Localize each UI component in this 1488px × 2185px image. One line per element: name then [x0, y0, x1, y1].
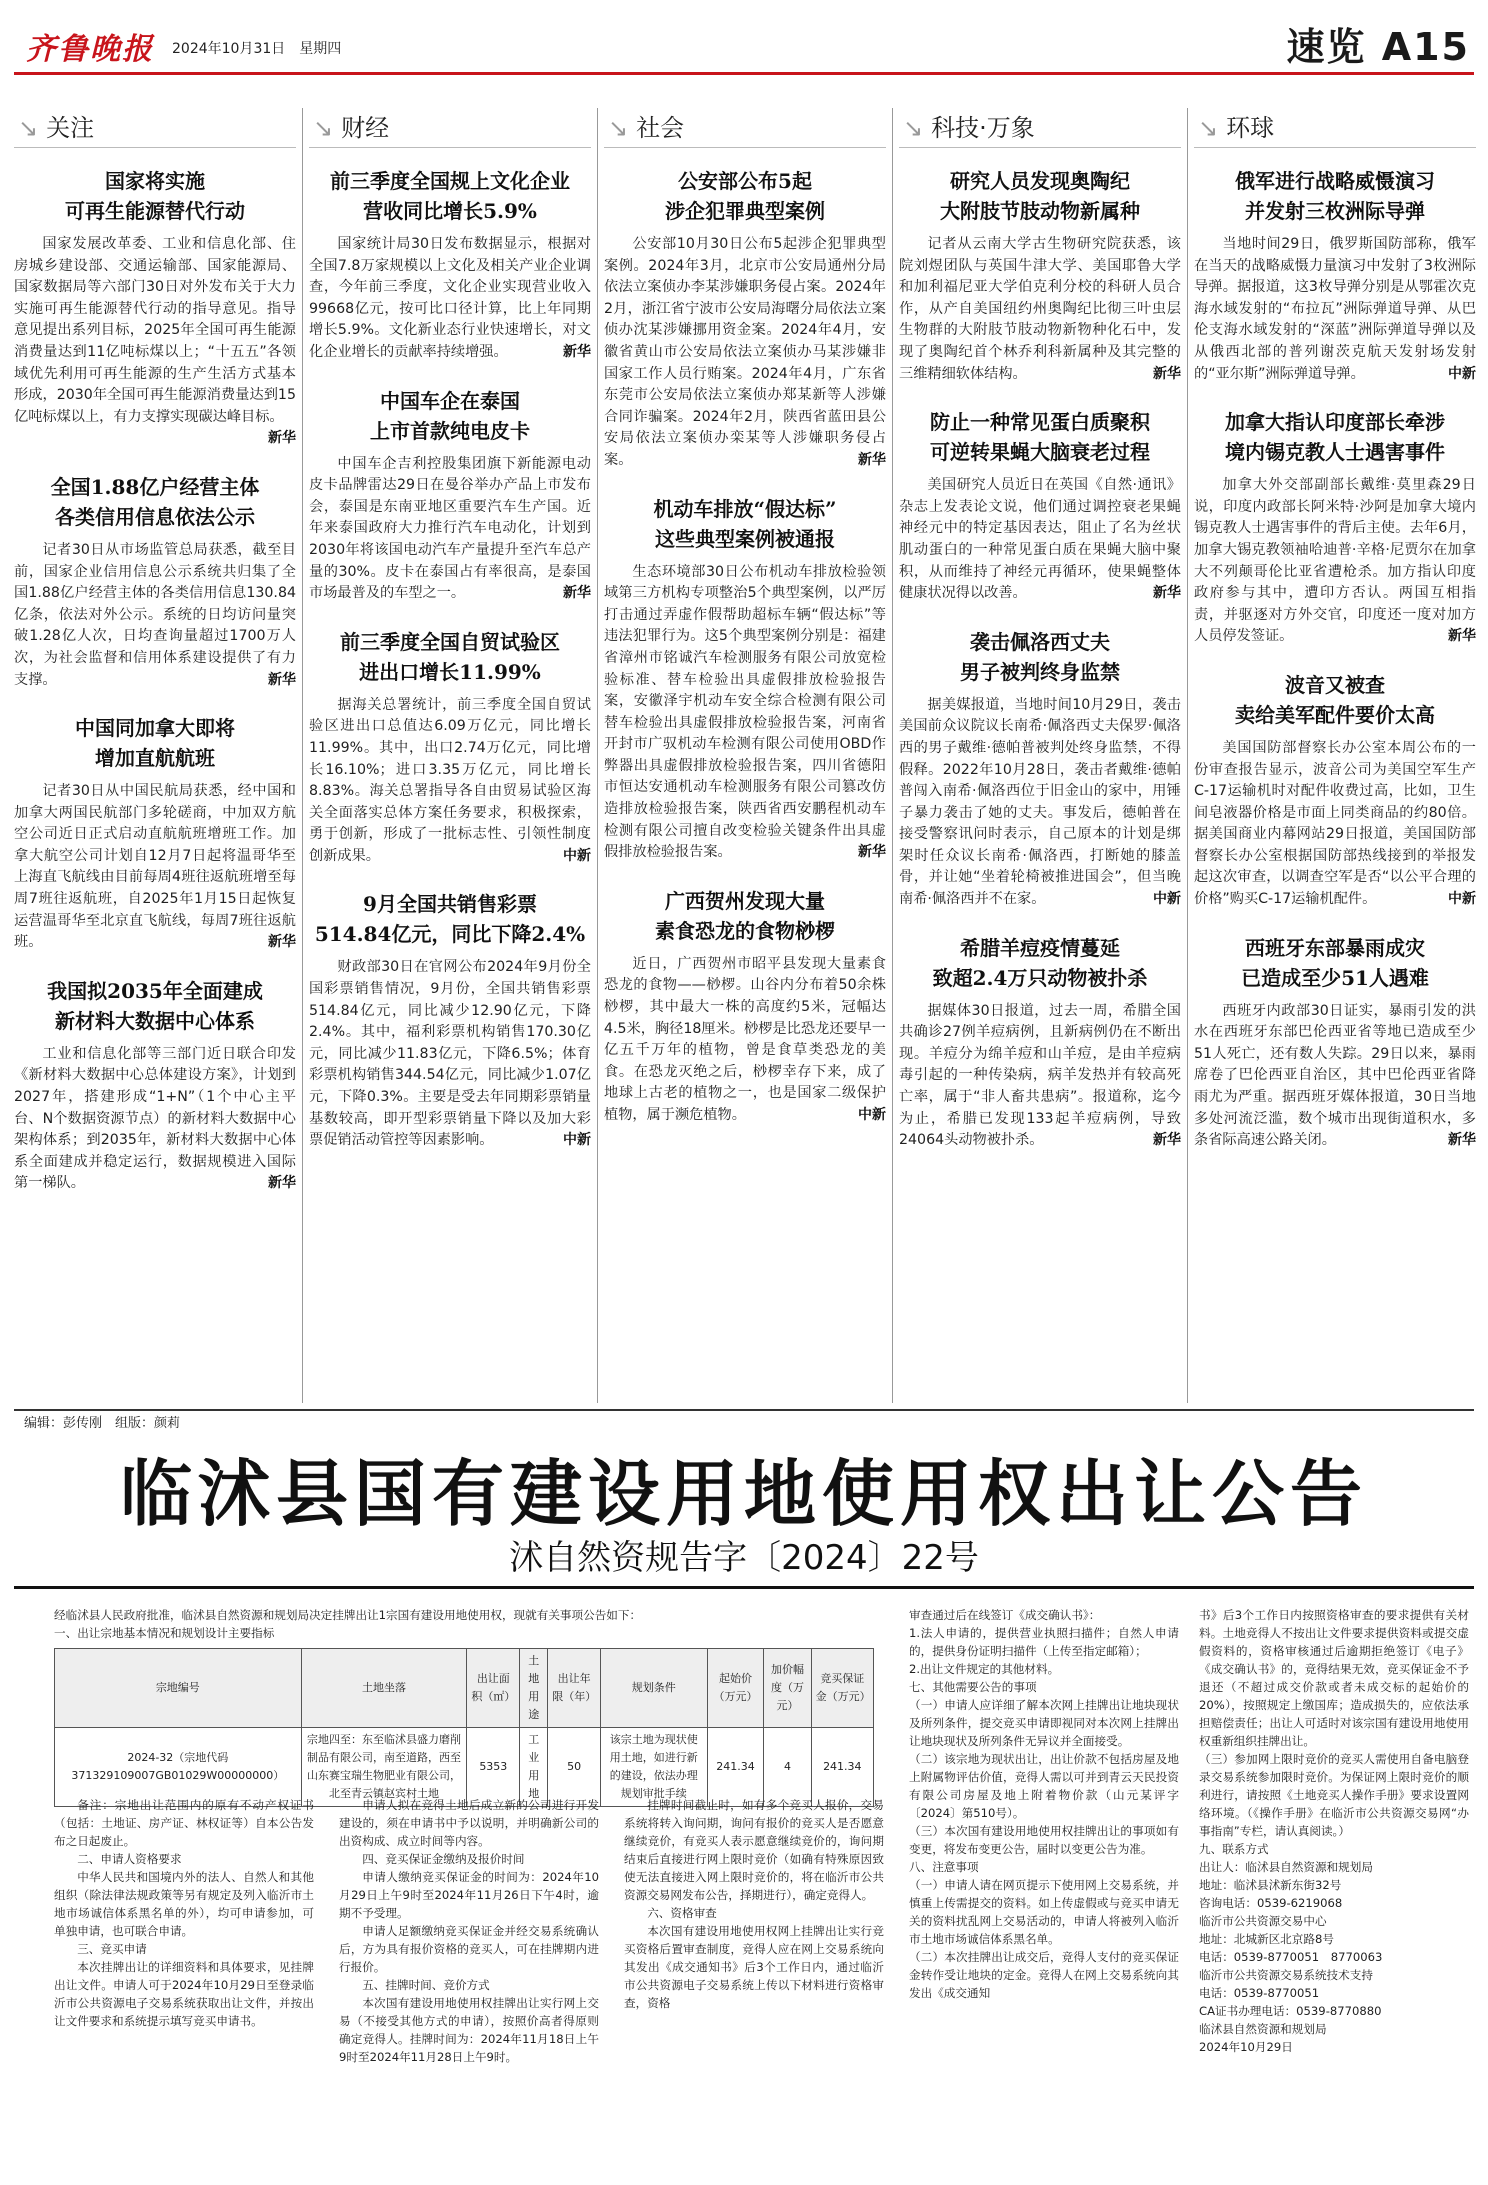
headline-line: 大附肢节肢动物新属种: [940, 199, 1140, 223]
headline-line: 增加直航航班: [95, 746, 215, 771]
column-heading-label: 科技·万象: [931, 114, 1035, 142]
notice-column-4: [909, 1606, 1179, 2002]
article-headline: [899, 627, 1181, 687]
article-body: [1194, 738, 1476, 911]
notice-subtitle: 沭自然资规告字〔2024〕22号: [509, 1538, 979, 1578]
headline-line: 素食恐龙的食物桫椤: [655, 918, 835, 943]
news-columns: [14, 108, 1474, 1403]
article-text: 记者从云南大学古生物研究院获悉，该院刘煜团队与英国牛津大学、美国耶鲁大学和加利福尼亚大学伯克利分校的科研人员合作，从产自美国纽约州奥陶纪比彻三叶虫层生物群的大附肢节肢动物新物种化石中，发现了奥陶纪首个林乔利科新属种及其完整的三维精细软体结构。: [899, 236, 1181, 382]
news-article: [604, 490, 886, 864]
notice-column-2: [339, 1796, 599, 2066]
article-body: [309, 957, 591, 1151]
notice-column-5: [1199, 1606, 1469, 2056]
article-body: [14, 1044, 296, 1195]
column-divider: [892, 108, 893, 1403]
notice-paragraph: 临沂市公共资源交易系统技术支持: [1199, 1968, 1373, 1982]
headline-line: 希腊羊痘疫情蔓延: [960, 935, 1120, 960]
headline-line: 营收同比增长5.9%: [363, 199, 537, 223]
column-heading: [899, 108, 1181, 148]
notice-paragraph: 申请人缴纳竞买保证金的时间为：2024年10月29日上午9时至2024年11月26日下午4时，逾期不予受理。: [339, 1870, 599, 1920]
article-body: [604, 562, 886, 864]
article-body: [1194, 475, 1476, 648]
arrow-icon: ↘: [608, 114, 629, 142]
headline-line: 西班牙东部暴雨成灾: [1245, 935, 1425, 960]
parcel-table: [54, 1648, 874, 1807]
notice-paragraph: 六、资格审查: [647, 1906, 717, 1920]
article-text: 据海关总署统计，前三季度全国自贸试验区进出口总值达6.09万亿元，同比增长11.99%。其中，出口2.74万亿元，同比增长16.10%；进口3.35万亿元，同比增长8.83%。海关总署指导各自由贸易试验区海关全面落实总体方案任务要求，积极探索，勇于创新，形成了一批标志性、引领性制度创新成果。: [309, 696, 591, 864]
article-headline: [14, 472, 296, 532]
notice-paragraph: 地址：临沭县沭新东街32号: [1199, 1878, 1342, 1892]
notice-paragraph: 审查通过后在线签订《成交确认书》：: [909, 1608, 1101, 1622]
news-article: [604, 162, 886, 472]
table-header-cell: 出让面积（㎡）: [467, 1649, 520, 1728]
headline-line: 致超2.4万只动物被扑杀: [932, 965, 1148, 990]
article-text: 近日，广西贺州市昭平县发现大量素食恐龙的食物——桫椤。山谷内分布着50余株桫椤，其中最大一株的高度约5米，冠幅达4.5米，胸径18厘米。桫椤是比恐龙还要早一亿五千万年的植物，曾是食草类恐龙的美食。在恐龙灭绝之后，桫椤幸存下来，成了地球上古老的植物之一，也是国家二级保护植物，属于濒危植物。: [604, 955, 886, 1123]
headline-line: 中国车企在泰国: [380, 388, 520, 413]
news-article: [309, 162, 591, 364]
headline-line: 进出口增长11.99%: [359, 659, 541, 684]
arrow-icon: ↘: [313, 114, 334, 142]
notice-body: [14, 1606, 1474, 2176]
headline-line: 研究人员发现奥陶纪: [950, 169, 1130, 193]
article-body: [309, 454, 591, 605]
headline-line: 9月全国共销售彩票: [363, 892, 537, 917]
article-body: [604, 234, 886, 472]
newspaper-logo: 齐鲁晚报: [26, 32, 154, 67]
headline-line: 已造成至少51人遇难: [1241, 965, 1429, 990]
article-source: 中新: [1448, 891, 1476, 908]
article-body: [309, 234, 591, 364]
news-article: [899, 162, 1181, 385]
notice-paragraph: 八、注意事项: [909, 1860, 979, 1874]
news-column: [14, 108, 296, 1403]
arrow-icon: ↘: [18, 114, 39, 142]
table-cell: 241.34: [707, 1728, 764, 1807]
article-body: [1194, 1001, 1476, 1152]
article-body: [14, 781, 296, 954]
table-header-cell: 宗地编号: [55, 1649, 302, 1728]
article-text: 据媒体30日报道，过去一周，希腊全国共确诊27例羊痘病例，且新病例仍在不断出现。羊痘分为绵羊痘和山羊痘，是由羊痘病毒引起的一种传染病，病羊发热并有较高死亡率，属于“非人畜共患病”。报道称，迄今为止，希腊已发现133起羊痘病例，导致24064头动物被扑杀。: [899, 1002, 1181, 1149]
table-header-cell: 土地坐落: [301, 1649, 467, 1728]
article-source: 中新: [563, 1132, 591, 1149]
notice-paragraph: 临沂市公共资源交易中心: [1199, 1914, 1327, 1928]
notice-column-3: [624, 1796, 884, 2012]
notice-title: 临沭县国有建设用地使用权出让公告: [119, 1451, 1368, 1536]
article-source: 新华: [268, 1175, 296, 1192]
news-article: [309, 382, 591, 605]
notice-paragraph: 地址：北城新区北京路8号: [1199, 1932, 1334, 1946]
article-body: [604, 954, 886, 1127]
parcel-table-header: [55, 1649, 874, 1728]
news-column: [1194, 108, 1476, 1403]
article-headline: [14, 166, 296, 226]
notice-paragraph: 备注：宗地出让范围内的原有不动产权证书（包括：土地证、房产证、林权证等）自本公告发布之日起废止。: [54, 1798, 314, 1848]
notice-paragraph: 七、其他需要公告的事项: [909, 1680, 1037, 1694]
article-source: 中新: [858, 1107, 886, 1123]
headline-line: 防止一种常见蛋白质聚积: [930, 410, 1150, 435]
article-text: 美国国防部督察长办公室本周公布的一份审查报告显示，波音公司为美国空军生产C-17运输机时对配件收费过高，比如，卫生间皂液器价格是市面上同类商品的约80倍。据美国商业内幕网站29日报道，美国国防部督察长办公室根据国防部热线接到的举报发起这次审查，以调查空军是否“以公平合理的价格”购买C-17运输机配件。: [1194, 739, 1476, 908]
masthead-rule: [14, 72, 1474, 75]
article-text: 财政部30日在官网公布2024年9月份全国彩票销售情况，9月份，全国共销售彩票514.84亿元，同比减少12.90亿元，下降2.4%。其中，福利彩票机构销售170.30亿元，同比减少11.83亿元，下降6.5%；体育彩票机构销售344.54亿元，同比减少1.07亿元，下降0.3%。主要是受去年同期彩票销量基数较高，即开型彩票销量下降以及加大彩票促销活动管控等因素影响。: [309, 959, 591, 1149]
article-text: 记者30日从市场监管总局获悉，截至目前，国家企业信用信息公示系统共归集了全国1.88亿户经营主体的各类信用信息130.84亿条，依法对外公示。系统的日均访问量突破1.28亿人次，日均查询量超过1700万人次，为社会监督和信用体系建设提供了有力支撑。: [14, 541, 296, 688]
notice-paragraph: CA证书办理电话：0539-8770880: [1199, 2004, 1382, 2018]
headline-line: 卖给美军配件要价太高: [1235, 702, 1435, 727]
article-source: 中新: [1153, 891, 1181, 908]
article-body: [899, 234, 1181, 385]
table-header-cell: 规划条件: [601, 1649, 707, 1728]
column-heading-label: 环球: [1226, 114, 1275, 142]
table-cell: 50: [548, 1728, 601, 1807]
notice-rule: [14, 1586, 1474, 1589]
article-source: 新华: [1153, 585, 1181, 602]
article-headline: [604, 494, 886, 554]
notice-paragraph: （二）该宗地为现状出让，出让价款不包括房屋及地上附属物评估价值，竞得人需以可并到青云天民投资有限公司房屋及地上附着物价款（山元某评字〔2024〕第510号）。: [909, 1752, 1179, 1820]
article-text: 工业和信息化部等三部门近日联合印发《新材料大数据中心总体建设方案》，计划到2027年，搭建形成“1+N”（1个中心主平台、N个数据资源节点）的新材料大数据中心架构体系；到2035年，新材料大数据中心体系全面建成并稳定运行，数据规模进入国际第一梯队。: [14, 1045, 296, 1192]
article-source: 新华: [1153, 365, 1181, 382]
notice-paragraph: 本次挂牌出让的详细资料和具体要求，见挂牌出让文件。申请人可于2024年10月29日至登录临沂市公共资源电子交易系统获取出让文件，并按出让文件要求和系统提示填写竞买申请书。: [54, 1960, 314, 2028]
notice-paragraph: （一）申请人请在网页提示下使用网上交易系统，并慎重上传需提交的资料。如上传虚假或与竞买申请无关的资料扰乱网上交易活动的，申请人将被列入临沂市土地市场诚信体系黑名单。: [909, 1878, 1179, 1946]
column-heading: [1194, 108, 1476, 148]
headline-line: 国家将实施: [105, 169, 205, 193]
notice-paragraph: （二）本次挂牌出让成交后，竞得人支付的竞买保证金转作受让地块的定金。竞得人在网上交易系统向其发出《成交通知: [909, 1950, 1179, 2000]
notice-paragraph: 书》后3个工作日内按照资格审查的要求提供有关材料。土地竞得人不按出让文件要求提供资料或提交虚假资料的，资格审核通过后逾期拒绝签订《电子》《成交确认书》的，竞得结果无效，竞买保证金不予退还（不超过成交价款或者未成交标的起始价的20%），按照规定上缴国库；造成损失的，应依法承担赔偿责任；出让人可适时对该宗国有建设用地使用权重新组织挂牌出让。: [1199, 1608, 1469, 1748]
article-source: 新华: [1153, 1132, 1181, 1149]
article-headline: [604, 886, 886, 946]
article-headline: [1194, 670, 1476, 730]
table-header-cell: 竞买保证金（万元）: [811, 1649, 873, 1728]
news-article: [309, 623, 591, 868]
article-source: 新华: [1448, 1132, 1476, 1149]
headline-line: 加拿大指认印度部长牵涉: [1225, 410, 1445, 435]
article-body: [899, 475, 1181, 605]
notice-paragraph: 咨询电话：0539-6219068: [1199, 1896, 1343, 1910]
article-body: [899, 1001, 1181, 1152]
notice-paragraph: 2024年10月29日: [1199, 2040, 1293, 2054]
notice-paragraph: 中华人民共和国境内外的法人、自然人和其他组织（除法律法规政策等另有规定及列入临沂市土地市场诚信体系黑名单的外），均可申请参加，可单独申请，也可联合申请。: [54, 1870, 314, 1938]
notice-paragraph: 申请人拟在竞得土地后成立新的公司进行开发建设的，须在申请书中予以说明，并明确新公司的出资构成、成立时间等内容。: [339, 1798, 599, 1848]
masthead: [14, 10, 1474, 80]
notice-paragraph: 1.法人申请的，提供营业执照扫描件；自然人申请的，提供身份证明扫描件（上传至指定邮箱）；: [909, 1626, 1179, 1658]
news-article: [1194, 162, 1476, 385]
table-header-cell: 土地用途: [520, 1649, 548, 1728]
article-headline: [899, 933, 1181, 993]
table-cell: 工业用地: [520, 1728, 548, 1807]
news-article: [1194, 403, 1476, 648]
headline-line: 广西贺州发现大量: [665, 888, 825, 913]
notice-paragraph: 本次国有建设用地使用权网上挂牌出让实行竞买资格后置审查制度，竞得人应在网上交易系统向其发出《成交通知书》后3个工作日内，通过临沂市公共资源电子交易系统上传以下材料进行资格审查，资格: [624, 1924, 884, 2010]
notice-paragraph: 挂牌时间截止时，如有多个竞买人报价，交易系统将转入询问期，询问有报价的竞买人是否愿意继续竞价，有竞买人表示愿意继续竞价的，询问期结束后直接进行网上限时竞价（如确有特殊原因致使无法直接进入网上限时竞价的，将在临沂市公共资源交易网发布公告，择期进行），确定竞得人。: [624, 1798, 884, 1902]
notice-intro-text: 经临沭县人民政府批准，临沭县自然资源和规划局决定挂牌出让1宗国有建设用地使用权，现就有关事项公告如下：: [54, 1608, 642, 1622]
notice-paragraph: 本次国有建设用地使用权挂牌出让实行网上交易（不接受其他方式的申请），按照价高者得原则确定竞得人。挂牌时间为：2024年11月18日上午9时至2024年11月28日上午9时。: [339, 1996, 599, 2064]
article-text: 生态环境部30日公布机动车排放检验领域第三方机构专项整治5个典型案例，以严厉打击通过弄虚作假帮助超标车辆“假达标”等违法犯罪行为。这5个典型案例分别是：福建省漳州市铭诚汽车检测服务有限公司放宽检验标准、替车检验出具虚假排放检验报告案，安徽泽宇机动车安全综合检测有限公司替车检验出具虚假排放检验报告案，河南省开封市广驭机动车检测有限公司使用OBD作弊器出具虚假排放检验报告案，四川省德阳市恒达安通机动车检测服务有限公司篡改仿造排放检验报告案，陕西省西安鹏程机动车检测有限公司擅自改变检验关键条件出具虚假排放检验报告案。: [604, 563, 886, 861]
column-heading: [604, 108, 886, 148]
article-source: 新华: [268, 671, 296, 688]
news-article: [899, 403, 1181, 605]
notice-paragraph: （三）本次国有建设用地使用权挂牌出让的事项如有变更，将发布变更公告，届时以变更公告为准。: [909, 1824, 1179, 1856]
article-headline: [14, 976, 296, 1036]
article-text: 中国车企吉利控股集团旗下新能源电动皮卡品牌雷达29日在曼谷举办产品上市发布会，泰国是东南亚地区重要汽车生产国。近年来泰国政府大力推行汽车电动化，计划到2030年将该国电动汽车产量提升至汽车总产量的30%。皮卡在泰国占有率很高，是泰国市场最普及的车型之一。: [309, 455, 591, 602]
article-source: 新华: [563, 343, 591, 360]
column-divider: [597, 108, 598, 1403]
article-headline: [309, 627, 591, 687]
article-body: [899, 695, 1181, 911]
table-cell: 该宗土地为现状使用土地，如进行新的建设，依法办理规划审批手续: [601, 1728, 707, 1807]
arrow-icon: ↘: [1198, 114, 1219, 142]
article-source: 中新: [1448, 365, 1476, 382]
headline-line: 中国同加拿大即将: [75, 716, 235, 741]
news-article: [899, 929, 1181, 1152]
article-headline: [1194, 407, 1476, 467]
headline-line: 新材料大数据中心体系: [55, 1008, 255, 1033]
news-article: [14, 972, 296, 1195]
article-source: 新华: [1448, 628, 1476, 645]
news-column: [899, 108, 1181, 1403]
table-cell: 宗地四至：东至临沭县盛力磨削制品有限公司，南至道路，西至山东赛宝瑞生物肥业有限公司，北至青云镇赵宾村土地: [301, 1728, 467, 1807]
headline-line: 可逆转果蝇大脑衰老过程: [930, 440, 1150, 465]
notice-paragraph: （三）参加网上限时竞价的竞买人需使用自备电脑登录交易系统参加限时竞价。为保证网上限时竞价的顺利进行，请按照《土地竞买人操作手册》要求设置网络环境。（《操作手册》在临沂市公共资源交易网“办事指南”专栏，请认真阅读。）: [1199, 1752, 1469, 1838]
article-headline: [604, 166, 886, 226]
article-text: 据美媒报道，当地时间10月29日，袭击美国前众议院议长南希·佩洛西丈夫保罗·佩洛西的男子戴维·德帕普被判处终身监禁，不得假释。2022年10月28日，袭击者戴维·德帕普闯入南希·佩洛西位于旧金山的家中，用锤子暴力袭击了她的丈夫。事发后，德帕普在接受警察讯问时表示，自己原本的计划是绑架时任众议长南希·佩洛西，打断她的膝盖骨，并让她“坐着轮椅被推进国会”，但当晚南希·佩洛西并不在家。: [899, 696, 1181, 908]
column-divider: [1187, 108, 1188, 1403]
news-article: [1194, 666, 1476, 911]
column-heading-label: 关注: [46, 114, 95, 142]
notice-column-1: [54, 1796, 314, 2030]
notice-section-1: 一、出让宗地基本情况和规划设计主要指标: [54, 1626, 275, 1640]
headline-line: 各类信用信息依法公示: [55, 504, 255, 529]
table-cell: 2024-32（宗地代码371329109007GB01029W00000000）: [55, 1728, 302, 1807]
article-headline: [309, 166, 591, 226]
article-headline: [309, 386, 591, 446]
notice-paragraph: 临沭县自然资源和规划局: [1199, 2022, 1327, 2036]
notice-paragraph: 四、竞买保证金缴纳及报价时间: [362, 1852, 525, 1866]
article-source: 中新: [563, 847, 591, 864]
page-section-title: 速览 A15: [1286, 25, 1470, 69]
article-source: 新华: [563, 585, 591, 602]
news-article: [1194, 929, 1476, 1152]
notice-paragraph: 九、联系方式: [1199, 1842, 1269, 1856]
article-headline: [1194, 166, 1476, 226]
notice-paragraph: 2.出让文件规定的其他材料。: [909, 1662, 1060, 1676]
news-column: [309, 108, 591, 1403]
editor-credit: 编辑：彭传刚 组版：颜莉: [14, 1409, 1474, 1435]
headline-line: 公安部公布5起: [678, 169, 812, 193]
column-heading: [309, 108, 591, 148]
notice-paragraph: 出让人：临沭县自然资源和规划局: [1199, 1860, 1373, 1874]
notice-paragraph: 五、挂牌时间、竞价方式: [362, 1978, 490, 1992]
article-text: 国家发展改革委、工业和信息化部、住房城乡建设部、交通运输部、国家能源局、国家数据局等六部门30日对外发布关于大力实施可再生能源替代行动的指导意见。指导意见提出系列目标，2025年全国可再生能源消费量达到11亿吨标煤以上；“十五五”各领域优先利用可再生能源的生产生活方式基本形成，2030年全国可再生能源消费量达到15亿吨标煤以上，有力支撑实现碳达峰目标。: [14, 236, 296, 425]
table-cell: 4: [764, 1728, 811, 1807]
headline-line: 机动车排放“假达标”: [653, 496, 837, 521]
land-notice: [14, 1446, 1474, 2176]
table-header-cell: 加价幅度（万元）: [764, 1649, 811, 1728]
column-heading-label: 财经: [341, 114, 390, 142]
headline-line: 俄军进行战略威慑演习: [1235, 169, 1435, 193]
article-headline: [1194, 933, 1476, 993]
news-article: [309, 885, 591, 1151]
article-headline: [899, 407, 1181, 467]
article-body: [14, 540, 296, 691]
headline-line: 境内锡克教人士遇害事件: [1225, 440, 1445, 465]
article-body: [309, 695, 591, 868]
news-article: [14, 709, 296, 954]
article-text: 记者30日从中国民航局获悉，经中国和加拿大两国民航部门多轮磋商，中加双方航空公司近日正式启动直航航班增班工作。加拿大航空公司计划自12月7日起将温哥华至上海直飞航线由目前每周4班往返航班增至每周7班往返航班，自2025年1月15日起恢复运营温哥华至北京直飞航线，每周7班往返航班。: [14, 783, 296, 951]
news-article: [14, 468, 296, 691]
article-text: 国家统计局30日发布数据显示，根据对全国7.8万家规模以上文化及相关产业企业调查，今年前三季度，文化企业实现营业收入99668亿元，按可比口径计算，比上年同期增长5.9%。文化新业态行业快速增长，对文化企业增长的贡献率持续增强。: [309, 236, 591, 360]
article-text: 美国研究人员近日在英国《自然·通讯》杂志上发表论文说，他们通过调控衰老果蝇神经元中的特定基因表达，阻止了名为丝状肌动蛋白的一种常见蛋白质在果蝇大脑中聚积，从而维持了神经元再循环，使果蝇整体健康状况得以改善。: [899, 477, 1181, 602]
article-text: 西班牙内政部30日证实，暴雨引发的洪水在西班牙东部巴伦西亚省等地已造成至少51人死亡，还有数人失踪。29日以来，暴雨席卷了巴伦西亚自治区，其中巴伦西亚省降雨尤为严重。据西班牙媒体报道，30日当地多处河流泛滥，数个城市出现街道积水，多条省际高速公路关闭。: [1194, 1002, 1476, 1149]
headline-line: 我国拟2035年全面建成: [47, 978, 263, 1003]
article-text: 当地时间29日，俄罗斯国防部称，俄军在当天的战略威慑力量演习中发射了3枚洲际导弹。据报道，这3枚导弹分别是从鄂霍次克海水域发射的“布拉瓦”洲际弹道导弹、从巴伦支海水域发射的“深蓝”洲际弹道导弹以及从俄西北部的普列谢茨克航天发射场发射的“亚尔斯”洲际弹道导弹。: [1194, 236, 1476, 382]
headline-line: 波音又被查: [1285, 672, 1385, 697]
notice-intro: [54, 1606, 874, 1642]
notice-paragraph: 电话：0539-8770051 8770063: [1199, 1950, 1383, 1964]
news-article: [604, 882, 886, 1127]
article-source: 新华: [268, 934, 296, 951]
headline-line: 涉企犯罪典型案例: [665, 199, 825, 223]
arrow-icon: ↘: [903, 114, 924, 142]
article-headline: [899, 166, 1181, 226]
table-cell: 241.34: [811, 1728, 873, 1807]
table-header-cell: 出让年限（年）: [548, 1649, 601, 1728]
issue-date: 2024年10月31日 星期四: [172, 41, 342, 57]
headline-line: 514.84亿元，同比下降2.4%: [314, 922, 586, 947]
article-body: [14, 234, 296, 447]
article-text: 加拿大外交部副部长戴维·莫里森29日说，印度内政部长阿米特·沙阿是加拿大境内锡克教人士遇害事件的背后主使。去年6月，加拿大锡克教领袖哈迪普·辛格·尼贾尔在加拿大不列颠哥伦比亚省遭枪杀。加方指认印度政府参与其中，遭印方否认。两国互相指责，并驱逐对方外交官，印度还一度对加方人员停发签证。: [1194, 477, 1476, 645]
column-heading: [14, 108, 296, 148]
article-body: [1194, 234, 1476, 385]
headline-line: 这些典型案例被通报: [655, 526, 835, 551]
article-headline: [309, 889, 591, 949]
table-header-cell: 起始价（万元）: [707, 1649, 764, 1728]
headline-line: 可再生能源替代行动: [65, 199, 245, 223]
headline-line: 上市首款纯电皮卡: [370, 418, 530, 443]
article-source: 新华: [858, 844, 886, 861]
news-article: [14, 162, 296, 450]
headline-line: 袭击佩洛西丈夫: [970, 629, 1110, 654]
article-text: 公安部10月30日公布5起涉企犯罪典型案例。2024年3月，北京市公安局通州分局依法立案侦办李某涉嫌职务侵占案。2024年2月，浙江省宁波市公安局海曙分局依法立案侦办沈某涉嫌挪用资金案。2024年4月，安徽省黄山市公安局依法立案侦办马某涉嫌非国家工作人员行贿案。2024年4月，广东省东莞市公安局依法立案侦办郑某新等人涉嫌合同诈骗案。2024年2月，陕西省蓝田县公安局依法立案侦办栾某等人涉嫌职务侵占案。: [604, 236, 886, 468]
news-column: [604, 108, 886, 1403]
table-cell: 5353: [467, 1728, 520, 1807]
headline-line: 男子被判终身监禁: [960, 659, 1120, 684]
headline-line: 前三季度全国自贸试验区: [340, 629, 560, 654]
article-headline: [14, 713, 296, 773]
notice-paragraph: 二、申请人资格要求: [77, 1852, 182, 1866]
parcel-table-row: [55, 1728, 874, 1807]
headline-line: 并发射三枚洲际导弹: [1245, 199, 1425, 223]
article-source: 新华: [858, 451, 886, 468]
headline-line: 前三季度全国规上文化企业: [330, 169, 570, 193]
notice-paragraph: （一）申请人应详细了解本次网上挂牌出让地块现状及所列条件，提交竞买申请即视同对本次网上挂牌出让地块现状及所列条件无异议并全面接受。: [909, 1698, 1179, 1748]
notice-paragraph: 电话：0539-8770051: [1199, 1986, 1320, 2000]
notice-paragraph: 三、竞买申请: [77, 1942, 147, 1956]
article-source: 新华: [268, 430, 296, 447]
column-divider: [302, 108, 303, 1403]
headline-line: 全国1.88亿户经营主体: [50, 474, 260, 499]
news-article: [899, 623, 1181, 911]
column-heading-label: 社会: [636, 114, 685, 142]
notice-paragraph: 申请人足额缴纳竞买保证金并经交易系统确认后，方为具有报价资格的竞买人，可在挂牌期内进行报价。: [339, 1924, 599, 1974]
